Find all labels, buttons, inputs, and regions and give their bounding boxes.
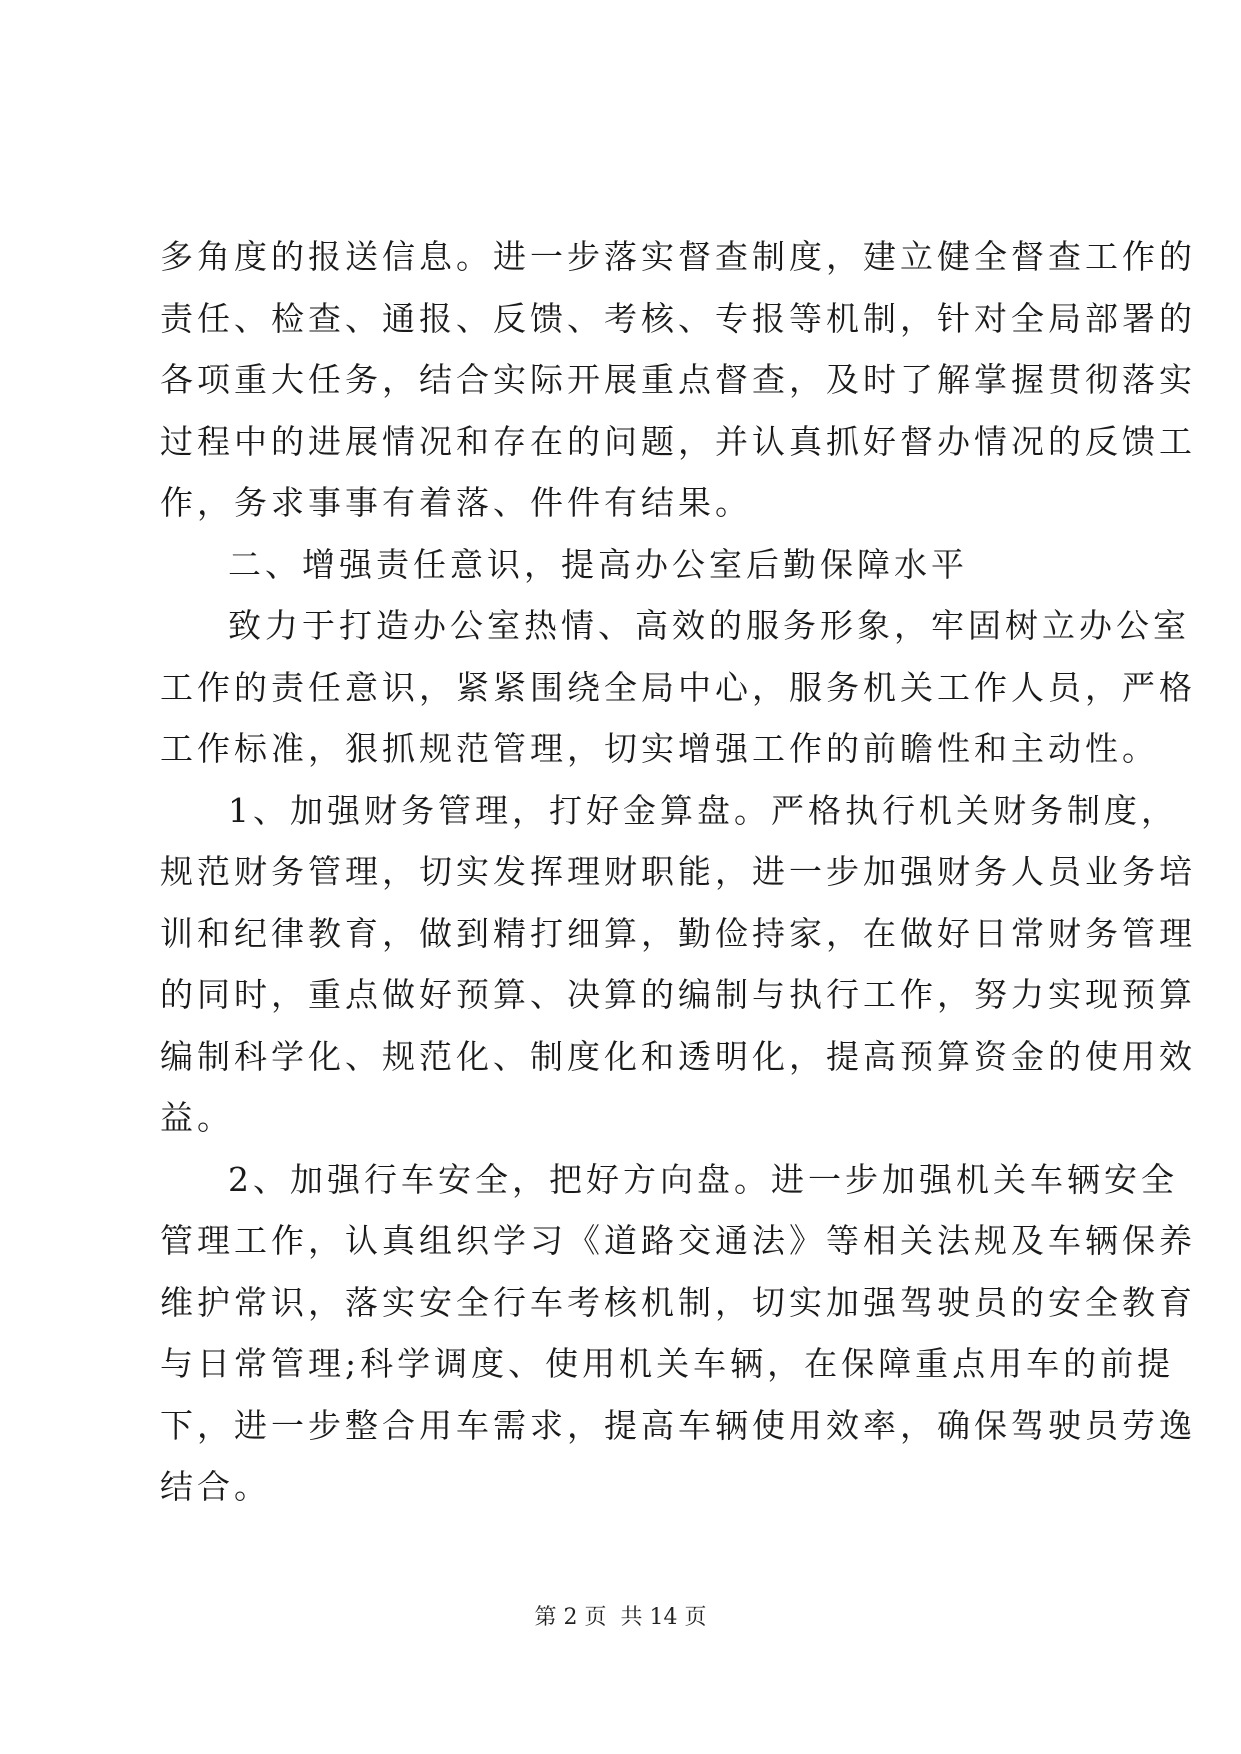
text-line: 益。 [160, 1098, 234, 1137]
page-footer [0, 1603, 1241, 1633]
text-line: 多角度的报送信息。进一步落实督查制度，建立健全督查工作的 [160, 237, 1196, 276]
text-line: 结合。 [160, 1467, 271, 1506]
text-line: 责任、检查、通报、反馈、考核、专报等机制，针对全局部署的 [160, 298, 1196, 338]
text-line: 规范财务管理，切实发挥理财职能，进一步加强财务人员业务培 [160, 852, 1196, 891]
text-line: 工作标准，狠抓规范管理，切实增强工作的前瞻性和主动性。 [160, 729, 1159, 768]
text-line: 2、加强行车安全，把好方向盘。进一步加强机关车辆安全 [228, 1159, 1178, 1199]
text-line: 的同时，重点做好预算、决算的编制与执行工作，努力实现预算 [160, 975, 1196, 1014]
section-heading: 二、增强责任意识，提高办公室后勤保障水平 [228, 544, 968, 584]
text-line: 与日常管理;科学调度、使用机关车辆，在保障重点用车的前提 [160, 1344, 1175, 1383]
text-line: 过程中的进展情况和存在的问题，并认真抓好督办情况的反馈工 [160, 421, 1196, 461]
text-line: 下，进一步整合用车需求，提高车辆使用效率，确保驾驶员劳逸 [160, 1405, 1196, 1445]
text-line: 训和纪律教育，做到精打细算，勤俭持家，在做好日常财务管理 [160, 913, 1196, 953]
document-body [160, 226, 1196, 1518]
text-line: 维护常识，落实安全行车考核机制，切实加强驾驶员的安全教育 [160, 1282, 1196, 1322]
page-number: 第 2 页 共 14 页 [534, 1605, 707, 1630]
text-line: 作，务求事事有着落、件件有结果。 [160, 483, 752, 522]
text-line: 编制科学化、规范化、制度化和透明化，提高预算资金的使用效 [160, 1036, 1196, 1076]
text-line: 工作的责任意识，紧紧围绕全局中心，服务机关工作人员，严格 [160, 667, 1196, 707]
text-line: 1、加强财务管理，打好金算盘。严格执行机关财务制度， [228, 790, 1178, 830]
text-line: 各项重大任务，结合实际开展重点督查，及时了解掌握贯彻落实 [160, 360, 1196, 399]
text-line: 管理工作，认真组织学习《道路交通法》等相关法规及车辆保养 [160, 1221, 1196, 1260]
text-line: 致力于打造办公室热情、高效的服务形象，牢固树立办公室 [228, 606, 1190, 645]
